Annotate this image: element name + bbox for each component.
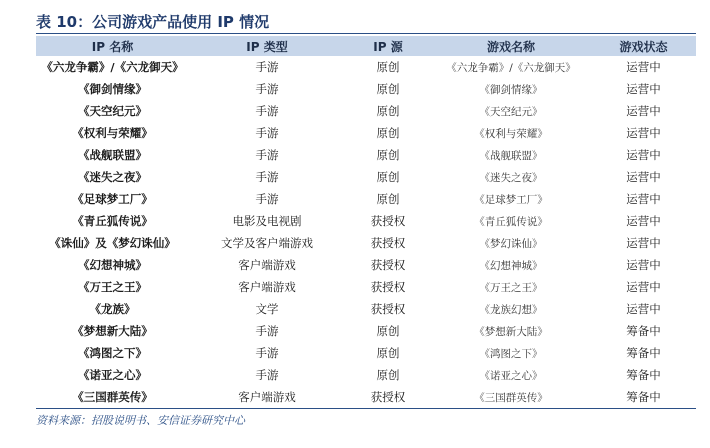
header-game-name: 游戏名称 xyxy=(431,36,591,56)
game-status-cell: 运营中 xyxy=(626,302,661,316)
ip-type-cell: 手游 xyxy=(255,60,279,74)
table-row xyxy=(36,386,696,409)
ip-name-cell: 《青丘狐传说》 xyxy=(72,214,153,228)
ip-type-cell: 手游 xyxy=(255,82,279,96)
ip-source-cell: 获授权 xyxy=(370,236,406,250)
table-row xyxy=(36,342,696,364)
table-title: 表 10：公司游戏产品使用 IP 情况 xyxy=(36,13,270,31)
table-body xyxy=(36,56,696,409)
ip-name-cell: 《六龙争霸》/《六龙御天》 xyxy=(41,60,184,74)
ip-type-cell: 电影及电视剧 xyxy=(232,214,302,228)
table-row xyxy=(36,210,696,232)
ip-source-cell: 原创 xyxy=(376,104,400,118)
title-divider xyxy=(36,33,696,34)
table-row xyxy=(36,298,696,320)
ip-name-cell: 《诺亚之心》 xyxy=(78,368,147,382)
ip-type-cell: 文学 xyxy=(255,302,279,316)
ip-name-cell: 《迷失之夜》 xyxy=(78,170,147,184)
ip-type-cell: 客户端游戏 xyxy=(238,258,296,272)
game-name-cell: 《青丘狐传说》 xyxy=(474,215,548,228)
game-name-cell: 《六龙争霸》/《六龙御天》 xyxy=(446,61,576,74)
ip-name-cell: 《万王之王》 xyxy=(78,280,147,294)
ip-source-cell: 获授权 xyxy=(370,302,406,316)
ip-source-cell: 原创 xyxy=(376,60,400,74)
game-status-cell: 运营中 xyxy=(626,82,661,96)
game-status-cell: 运营中 xyxy=(626,148,661,162)
ip-source-cell: 原创 xyxy=(376,82,400,96)
table-row xyxy=(36,122,696,144)
ip-name-cell: 《幻想神城》 xyxy=(78,258,147,272)
game-status-cell: 运营中 xyxy=(626,258,661,272)
table-row xyxy=(36,100,696,122)
ip-type-cell: 手游 xyxy=(255,104,279,118)
game-name-cell: 《足球梦工厂》 xyxy=(474,193,548,206)
game-status-cell: 筹备中 xyxy=(626,368,661,382)
game-status-cell: 运营中 xyxy=(626,280,661,294)
header-row xyxy=(36,36,696,56)
game-name-cell: 《三国群英传》 xyxy=(431,386,591,409)
ip-type-cell: 手游 xyxy=(255,148,279,162)
game-name-cell: 《鸿图之下》 xyxy=(479,347,543,360)
table-row xyxy=(36,254,696,276)
ip-source-cell: 获授权 xyxy=(370,214,406,228)
header-ip-source: IP 源 xyxy=(345,36,431,56)
ip-source-cell: 原创 xyxy=(376,346,400,360)
table-row xyxy=(36,232,696,254)
game-status-cell: 运营中 xyxy=(626,192,661,206)
ip-source-cell: 获授权 xyxy=(370,280,406,294)
ip-source-cell: 原创 xyxy=(376,148,400,162)
game-name-cell: 《战舰联盟》 xyxy=(479,149,543,162)
game-name-cell: 《万王之王》 xyxy=(479,281,543,294)
ip-source-cell: 原创 xyxy=(376,170,400,184)
ip-type-cell: 手游 xyxy=(255,192,279,206)
table-row xyxy=(36,166,696,188)
game-status-cell: 运营中 xyxy=(626,126,661,140)
ip-type-cell: 手游 xyxy=(255,346,279,360)
table-row xyxy=(36,364,696,386)
ip-type-cell: 文学及客户端游戏 xyxy=(221,236,313,250)
table-row xyxy=(36,78,696,100)
ip-name-cell: 《权利与荣耀》 xyxy=(72,126,153,140)
game-name-cell: 《御剑情缘》 xyxy=(479,83,543,96)
game-status-cell: 运营中 xyxy=(626,104,661,118)
game-status-cell: 运营中 xyxy=(626,236,661,250)
game-name-cell: 《幻想神城》 xyxy=(479,259,543,272)
ip-name-cell: 《御剑情缘》 xyxy=(78,82,147,96)
game-status-cell: 运营中 xyxy=(626,60,661,74)
ip-name-cell: 《天空纪元》 xyxy=(78,104,147,118)
ip-usage-table xyxy=(36,36,696,409)
ip-type-cell: 客户端游戏 xyxy=(189,386,345,409)
ip-source-cell: 获授权 xyxy=(345,386,431,409)
ip-type-cell: 手游 xyxy=(255,170,279,184)
game-name-cell: 《梦想新大陆》 xyxy=(474,325,548,338)
game-name-cell: 《权利与荣耀》 xyxy=(474,127,548,140)
game-status-cell: 运营中 xyxy=(626,170,661,184)
table-row xyxy=(36,320,696,342)
game-status-cell: 筹备中 xyxy=(591,386,696,409)
header-game-status: 游戏状态 xyxy=(591,36,696,56)
ip-name-cell: 《战舰联盟》 xyxy=(78,148,147,162)
table-row xyxy=(36,144,696,166)
ip-source-cell: 原创 xyxy=(376,192,400,206)
ip-type-cell: 客户端游戏 xyxy=(238,280,296,294)
ip-name-cell: 《龙族》 xyxy=(89,302,136,316)
source-note: 资料来源：招股说明书、安信证券研究中心 xyxy=(36,414,245,427)
game-status-cell: 筹备中 xyxy=(626,346,661,360)
game-name-cell: 《诺亚之心》 xyxy=(479,369,543,382)
ip-type-cell: 手游 xyxy=(255,126,279,140)
header-ip-name: IP 名称 xyxy=(36,36,189,56)
game-name-cell: 《迷失之夜》 xyxy=(479,171,543,184)
ip-name-cell: 《诛仙》及《梦幻诛仙》 xyxy=(49,236,176,250)
table-row xyxy=(36,276,696,298)
ip-source-cell: 获授权 xyxy=(370,258,406,272)
ip-name-cell: 《鸿图之下》 xyxy=(78,346,147,360)
game-status-cell: 运营中 xyxy=(626,214,661,228)
game-name-cell: 《天空纪元》 xyxy=(479,105,543,118)
game-name-cell: 《龙族幻想》 xyxy=(479,303,543,316)
table-row xyxy=(36,56,696,78)
game-status-cell: 筹备中 xyxy=(626,324,661,338)
ip-name-cell: 《足球梦工厂》 xyxy=(72,192,153,206)
game-name-cell: 《梦幻诛仙》 xyxy=(479,237,543,250)
ip-source-cell: 原创 xyxy=(376,324,400,338)
ip-name-cell: 《梦想新大陆》 xyxy=(72,324,153,338)
ip-type-cell: 手游 xyxy=(255,368,279,382)
table-row xyxy=(36,188,696,210)
ip-name-cell: 《三国群英传》 xyxy=(36,386,189,409)
header-ip-type: IP 类型 xyxy=(189,36,345,56)
ip-source-cell: 原创 xyxy=(376,368,400,382)
ip-source-cell: 原创 xyxy=(376,126,400,140)
ip-type-cell: 手游 xyxy=(255,324,279,338)
